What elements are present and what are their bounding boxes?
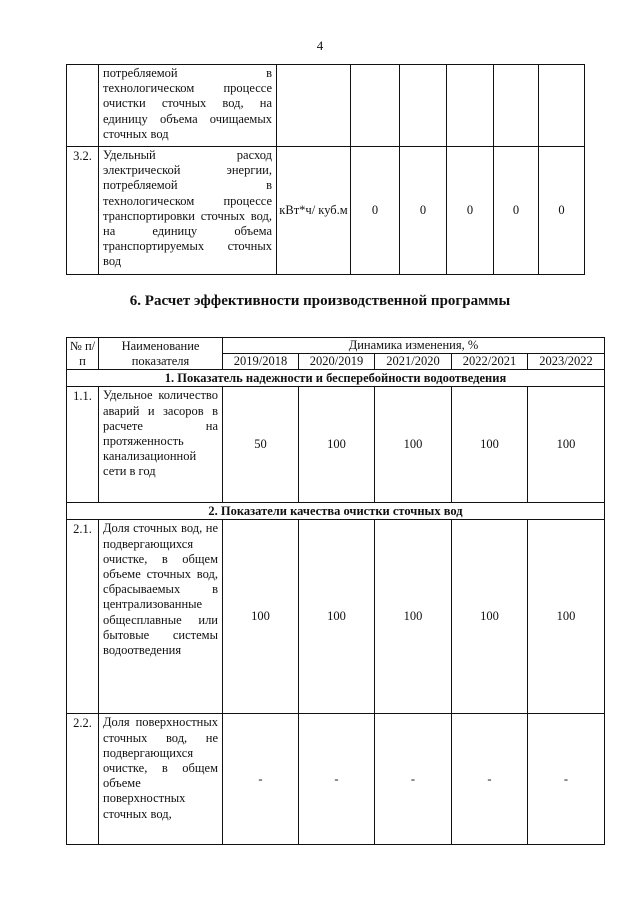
indicator-name: Удельный расход электрической энергии, потребляемой в технологическом процессе транспортировки сточных вод, на единицу объема транспортируемых сточных вод xyxy=(99,147,277,275)
efficiency-table xyxy=(66,337,605,845)
period-header: 2021/2020 xyxy=(375,354,452,370)
value-cell: - xyxy=(223,714,299,845)
section-row xyxy=(67,370,605,387)
period-header: 2020/2019 xyxy=(299,354,375,370)
period-header: 2022/2021 xyxy=(452,354,528,370)
value-cell: 100 xyxy=(452,387,528,503)
indicator-name: Удельное количество аварий и засоров в расчете на протяженность канализационной сети в год xyxy=(99,387,223,503)
value-cell xyxy=(351,65,400,147)
number-header: № п/п xyxy=(67,338,99,370)
row-number: 1.1. xyxy=(67,387,99,503)
section-heading: 6. Расчет эффективности производственной программы xyxy=(129,293,511,309)
value-cell: 100 xyxy=(223,520,299,714)
indicator-name: Доля сточных вод, не подвергающихся очистке, в общем объеме сточных вод, сбрасываемых в централизованные общесплавные или бытовые системы водоотведения xyxy=(99,520,223,714)
name-header: Наименование показателя xyxy=(99,338,223,370)
table-row xyxy=(67,520,605,714)
value-cell: 0 xyxy=(447,147,494,275)
unit-cell xyxy=(277,65,351,147)
value-cell: 0 xyxy=(494,147,539,275)
indicator-name: Доля поверхностных сточных вод, не подвергающихся очистке, в общем объеме поверхностных сточных вод, xyxy=(99,714,223,845)
value-cell: 0 xyxy=(351,147,400,275)
section-title: 2. Показатели качества очистки сточных вод xyxy=(67,503,605,520)
value-cell: 100 xyxy=(528,387,605,503)
row-number xyxy=(67,65,99,147)
value-cell: 100 xyxy=(299,387,375,503)
dynamics-header: Динамика изменения, % xyxy=(223,338,605,354)
value-cell: - xyxy=(299,714,375,845)
value-cell: - xyxy=(375,714,452,845)
section-row xyxy=(67,503,605,520)
value-cell: 0 xyxy=(539,147,585,275)
value-cell: 100 xyxy=(528,520,605,714)
section-title: 1. Показатель надежности и бесперебойности водоотведения xyxy=(67,370,605,387)
row-number: 3.2. xyxy=(67,147,99,275)
table-row xyxy=(67,147,585,275)
indicator-name: потребляемой в технологическом процессе очистки сточных вод, на единицу объема очищаемых сточных вод xyxy=(99,65,277,147)
value-cell: 0 xyxy=(400,147,447,275)
page-number: 4 xyxy=(316,38,324,53)
value-cell xyxy=(400,65,447,147)
value-cell: - xyxy=(452,714,528,845)
value-cell xyxy=(494,65,539,147)
value-cell xyxy=(539,65,585,147)
unit-cell: кВт*ч/ куб.м xyxy=(277,147,351,275)
table-row xyxy=(67,714,605,845)
table-row xyxy=(67,387,605,503)
header-row xyxy=(67,338,605,354)
value-cell: 100 xyxy=(375,520,452,714)
period-header: 2019/2018 xyxy=(223,354,299,370)
value-cell: 100 xyxy=(299,520,375,714)
row-number: 2.1. xyxy=(67,520,99,714)
period-header: 2023/2022 xyxy=(528,354,605,370)
value-cell: 100 xyxy=(375,387,452,503)
value-cell xyxy=(447,65,494,147)
value-cell: - xyxy=(528,714,605,845)
value-cell: 100 xyxy=(452,520,528,714)
table-row xyxy=(67,65,585,147)
value-cell: 50 xyxy=(223,387,299,503)
row-number: 2.2. xyxy=(67,714,99,845)
indicators-table-continued xyxy=(66,64,585,275)
